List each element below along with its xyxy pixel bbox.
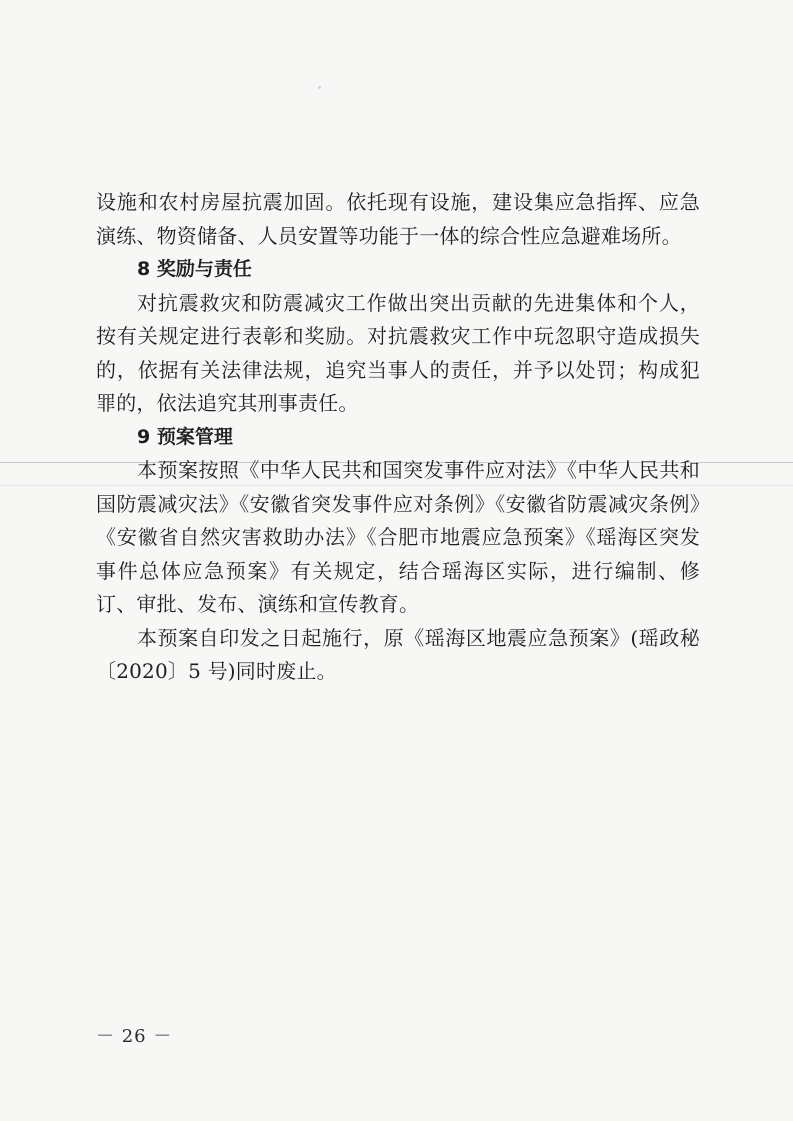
page-number: － 26 － bbox=[96, 1026, 173, 1047]
paragraph-rewards-and-penalties: 对抗震救灾和防震减灾工作做出突出贡献的先进集体和个人，按有关规定进行表彰和奖励。对抗震救灾工作中玩忽职守造成损失的，依据有关法律法规，追究当事人的责任，并予以处罚；构成犯罪的，依法追究其刑事责任。 bbox=[96, 290, 700, 415]
paragraph-effective-date: 本预案自印发之日起施行，原《瑶海区地震应急预案》(瑶政秘〔2020〕5 号)同时废止。 bbox=[96, 625, 700, 683]
paragraph-plan-basis: 本预案按照《中华人民共和国突发事件应对法》《中华人民共和国防震减灾法》《安徽省突发事件应对条例》《安徽省防震减灾条例》《安徽省自然灾害救助办法》《合肥市地震应急预案》《瑶海区突发事件总体应急预案》有关规定，结合瑶海区实际，进行编制、修订、审批、发布、演练和宣传教育。 bbox=[96, 458, 700, 616]
document-body bbox=[96, 186, 700, 689]
heading-rewards-and-responsibilities: 8 奖励与责任 bbox=[137, 258, 252, 280]
paragraph-shelter-facilities: 设施和农村房屋抗震加固。依托现有设施，建设集应急指挥、应急演练、物资储备、人员安置等功能于一体的综合性应急避难场所。 bbox=[96, 190, 700, 248]
heading-plan-management: 9 预案管理 bbox=[137, 425, 233, 448]
scan-speck bbox=[318, 86, 321, 89]
